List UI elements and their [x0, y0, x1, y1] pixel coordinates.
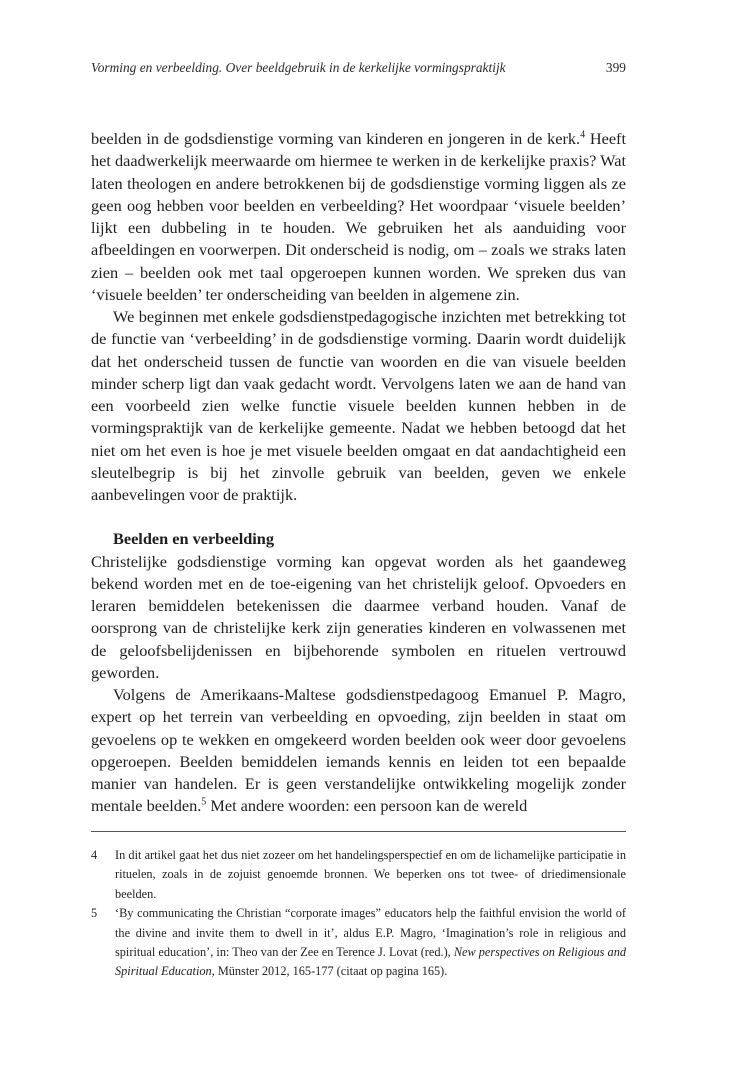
paragraph-3: Christelijke godsdienstige vorming kan opgevat worden als het gaandeweg bekend worden met en de toe-eigening van het christelijk geloof. Opvoeders en leraren bemiddelen betekenissen die daarmee verband houden. Vanaf de oorsprong van de christelijke kerk zijn generaties kinderen en volwassenen met de geloofsbelijdenissen en bijbehorende symbolen en rituelen vertrouwd geworden. [91, 551, 626, 682]
footnote-text: In dit artikel gaat het dus niet zozeer om het handelingsperspectief en om de lichamelijke participatie in rituelen, zoals in de zojuist genoemde bronnen. We beperken ons tot twee- of driedimensionale beelden. [115, 848, 626, 901]
paragraph-4-text: Volgens de Amerikaans-Maltese godsdienstpedagoog Emanuel P. Magro, expert op het terrein van verbeelding en opvoeding, zijn beelden in staat om gevoelens op te wekken en omgekeerd worden beelden ook weer door gevoelens opgeroepen. Beelden bemiddelen iemands kennis en leiden tot een bepaalde manier van handelen. Er is geen verstandelijke ontwikkeling mogelijk zonder mentale beelden. [91, 685, 626, 816]
paragraph-4 [91, 684, 626, 818]
footnote-number: 5 [91, 906, 98, 921]
section-heading: Beelden en verbeelding [113, 529, 274, 549]
footnote-divider [91, 831, 626, 832]
body-text [91, 128, 626, 818]
paragraph-4-continued: Met andere woorden: een persoon kan de wereld [206, 796, 528, 816]
footnote-ref-4: 4 [580, 129, 586, 141]
running-title: Vorming en verbeelding. Over beeldgebruik in de kerkelijke vormingspraktijk [91, 60, 506, 75]
footnote-5 [91, 904, 626, 982]
paragraph-2: We beginnen met enkele godsdienstpedagogische inzichten met betrekking tot de functie van ‘verbeelding’ in de godsdienstige vorming. Daarin wordt duidelijk dat het onderscheid tussen de functie van woorden en die van visuele beelden minder scherp ligt dan vaak gedacht wordt. Vervolgens laten we aan de hand van een voorbeeld zien welke functie visuele beelden kunnen hebben in de vormingspraktijk van de kerkelijke gemeente. Nadat we hebben betoogd dat het niet om het even is hoe je met visuele beelden omgaat en dat aandachtigheid een sleutelbegrip is bij het zinvolle gebruik van beelden, geven we enkele aanbevelingen voor de praktijk. [91, 307, 626, 504]
paragraph-1-continued: Heeft het daadwerkelijk meerwaarde om hiermee te werken in de kerkelijke praxis? Wat laten theologen en andere betrokkenen bij de godsdienstige vorming liggen als ze geen oog hebben voor beelden en verbeelding? Het woordpaar ‘visuele beelden’ lijkt een dubbeling in te houden. We gebruiken het als aanduiding voor afbeeldingen en voorwerpen. Dit onderscheid is nodig, om – zoals we straks laten zien – beelden ook met taal opgeroepen kunnen worden. We spreken dus van ‘visuele beelden’ ter onderscheiding van beelden in algemene zin. [91, 129, 627, 304]
footnote-4 [91, 846, 626, 904]
paragraph-1-text: beelden in de godsdienstige vorming van kinderen en jongeren in de kerk. [91, 129, 581, 148]
footnote-ref-5: 5 [201, 796, 207, 808]
page-number: 399 [605, 60, 626, 75]
footnote-book-title: New perspectives on Religious and Spiritual Education, [115, 945, 626, 979]
paragraph-1 [91, 128, 626, 306]
footnotes [91, 846, 626, 982]
footnote-text-end: Münster 2012, 165-177 (citaat op pagina 165). [214, 964, 448, 979]
footnote-text: ‘By communicating the Christian “corporate images” educators help the faithful envision the world of the divine and invite them to dwell in it’, aldus E.P. Magro, ‘Imagination’s role in religious and spiritual education’, in: Theo van der Zee en Terence J. Lovat (red.), [115, 906, 626, 960]
footnote-number: 4 [91, 848, 98, 862]
running-header [91, 60, 626, 80]
